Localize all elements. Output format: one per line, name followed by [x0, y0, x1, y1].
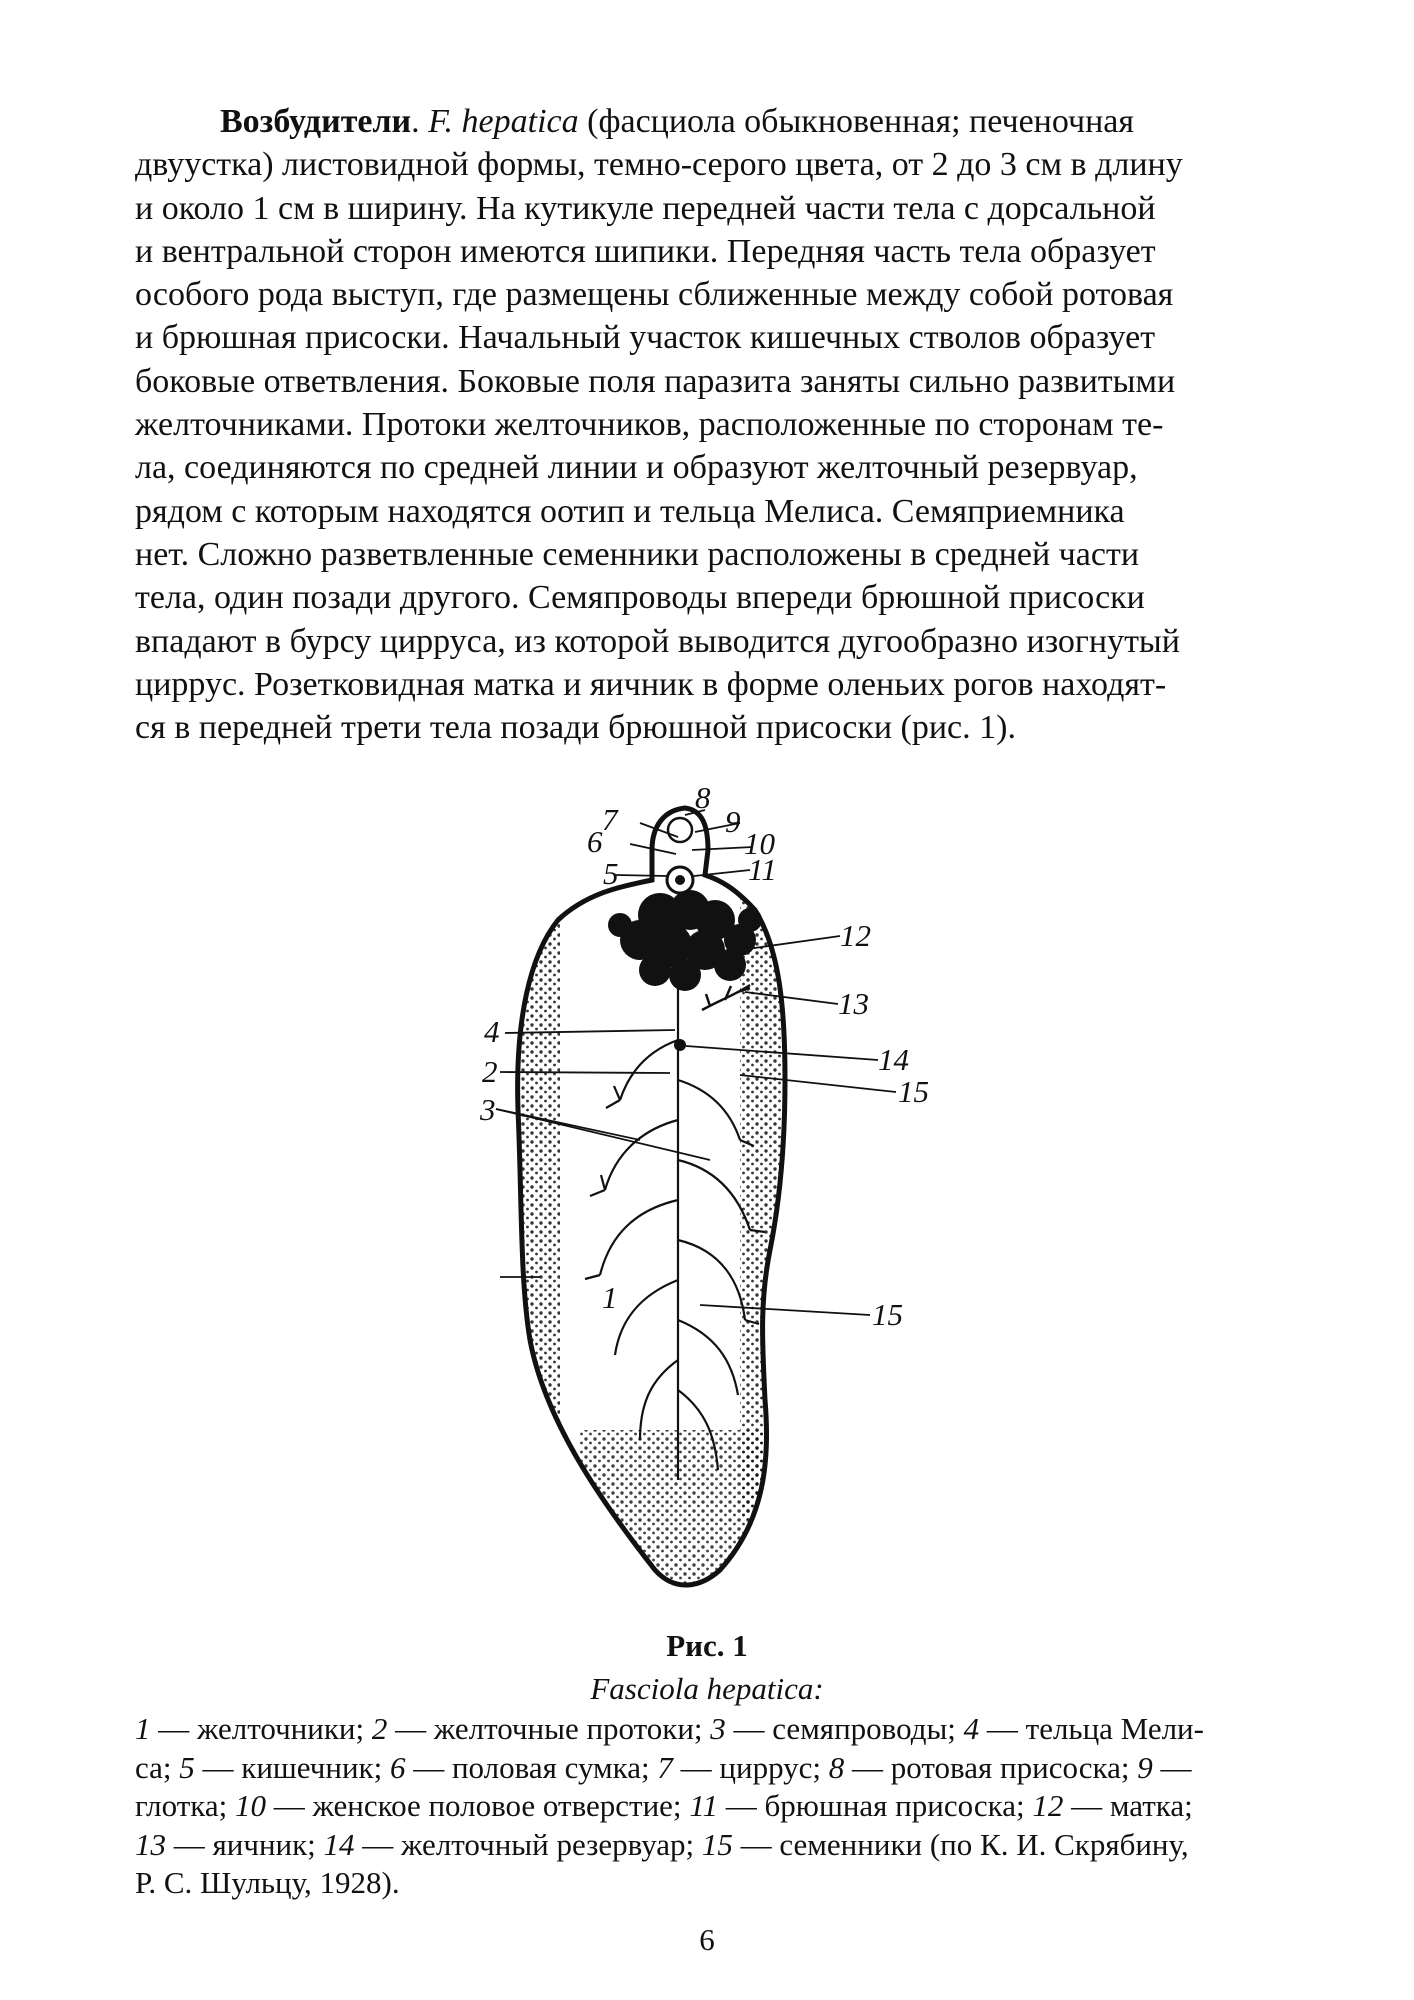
label-13: 13 [838, 986, 869, 1021]
label-5: 5 [603, 856, 619, 891]
label-1: 1 [602, 1280, 618, 1315]
figure-title: Рис. 1 [666, 1628, 748, 1663]
fasciola-figure [440, 780, 960, 1620]
page-number: 6 [699, 1922, 715, 1957]
label-12: 12 [840, 918, 871, 953]
label-8: 8 [695, 780, 711, 815]
figure-caption: 1 — желточники; 2 — желточные протоки; 3 — семяпроводы; 4 — тельца Мели- са; 5 — кишечник; 6 — половая сумка; 7 — циррус; 8 — ротовая присоска; 9 — глотка; 10 — женское половое отверстие; 11 — брюшная присоска; 12 — матка; 13 — яичник; 14 — желточный резервуар; 15 — семенники (по К. И. Скрябину, Р. С. Шульцу, 1928). [135, 1711, 1204, 1900]
vitelline-reservoir [674, 1039, 686, 1051]
fasciola-body [500, 808, 800, 1600]
species-name: F. hepatica [428, 103, 579, 140]
figure-species: Fasciola hepatica: [590, 1671, 824, 1706]
label-14: 14 [878, 1042, 909, 1077]
label-2: 2 [482, 1054, 498, 1089]
body-paragraph: Возбудители. F. hepatica (фасциола обыкновенная; печеночная двуустка) листовидной формы, темно-серого цвета, от 2 до 3 см в длину и около 1 см в ширину. На кутикуле передней части тела с дорсальной и вентральной сторон имеются шипики. Передняя часть тела образует особого рода выступ, где размещены сближенные между собой ротовая и брюшная присоски. Начальный участок кишечных стволов образует боковые ответвления. Боковые поля паразита заняты сильно развитыми желточниками. Протоки желточников, расположенные по сторонам те- ла, соединяются по средней линии и образуют желточный резервуар, рядом с которым находятся оотип и тельца Мелиса. Семяприемника нет. Сложно разветвленные семенники расположены в средней части тела, один позади другого. Семяпроводы впереди брюшной присоски впадают в бурсу цирруса, из которой выводится дугообразно изогнутый циррус. Розетковидная матка и яичник в форме оленьих рогов находят- ся в передней трети тела позади брюшной присоски (рис. 1). [135, 103, 1183, 747]
label-10: 10 [744, 826, 775, 861]
label-6: 6 [587, 824, 603, 859]
fasciola-illustration [440, 780, 960, 1620]
label-15-lower: 15 [872, 1297, 903, 1332]
label-15-upper: 15 [898, 1074, 929, 1109]
label-4: 4 [484, 1014, 500, 1049]
label-3: 3 [480, 1092, 496, 1127]
label-7: 7 [602, 802, 618, 837]
label-11: 11 [748, 852, 777, 887]
label-9: 9 [725, 804, 741, 839]
heading-word: Возбудители [220, 103, 412, 140]
